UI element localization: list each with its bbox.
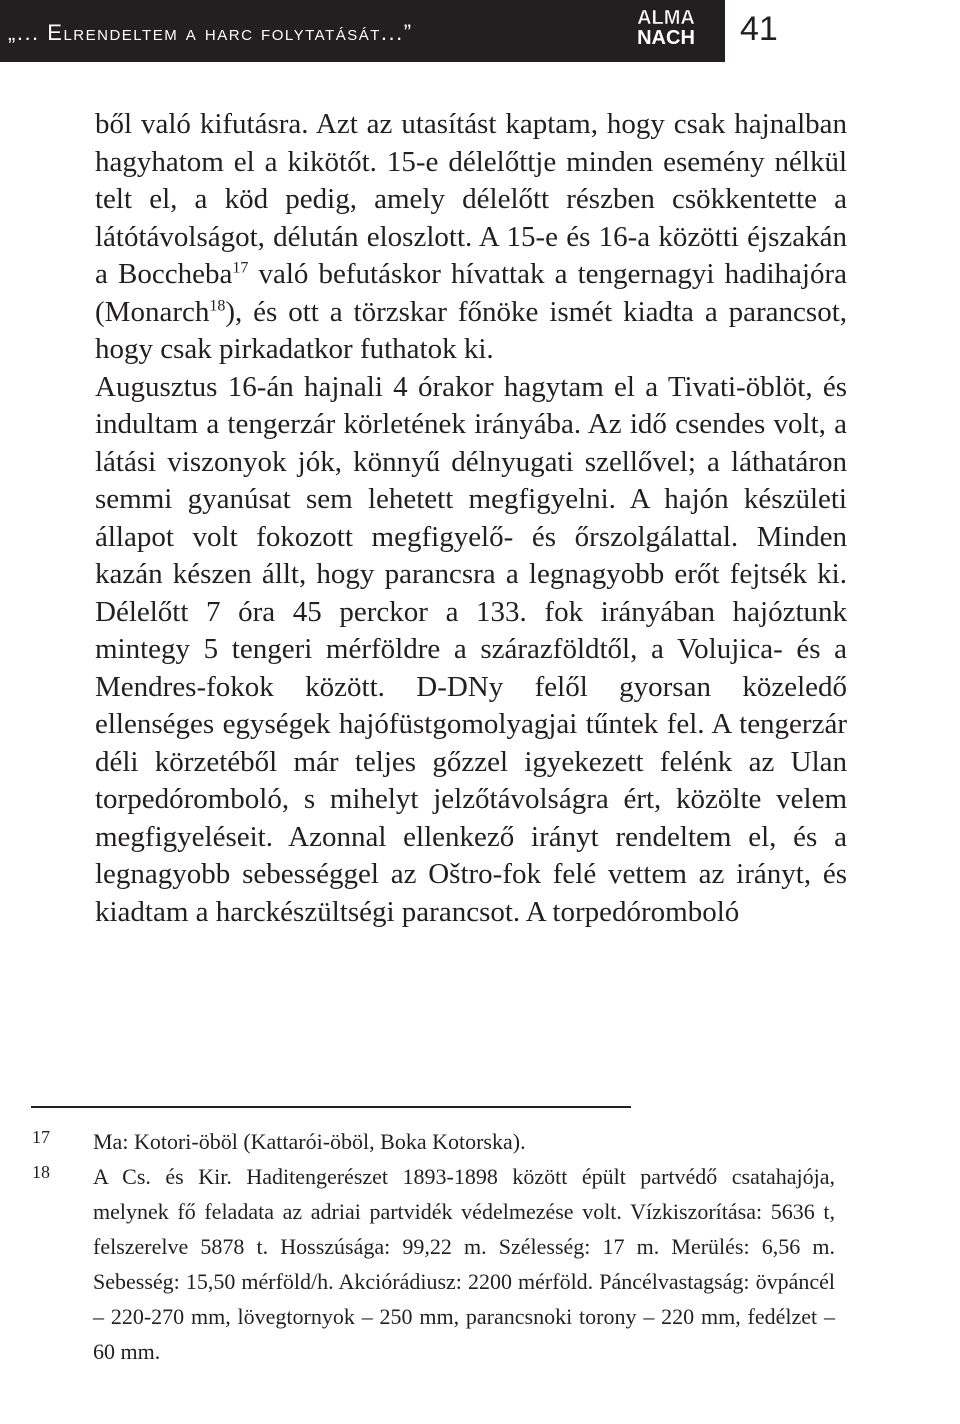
svg-text:ALMA: ALMA (637, 7, 695, 29)
paragraph-2: Augusztus 16-án hajnali 4 órakor hagytam el a Tivati-öblöt, és indultam a tengerzár körletének irányába. Az idő csendes volt, a látási viszonyok jók, könnyű délnyugati szellővel; a láthatáron semmi gyanúsat sem lehetett megfigyelni. A hajón készületi állapot volt fokozott megfigyelő- és őrszolgálattal. Minden kazán készen állt, hogy parancsra a legnagyobb erőt fejtsék ki. Délelőtt 7 óra 45 perckor a 133. fok irányában hajóztunk mintegy 5 tengeri mérföldre a szárazföldtől, a Volujica- és a Mendres-fokok között. D-DNy felől gyorsan közeledő ellenséges egységek hajófüstgomolyagjai tűntek fel. A tengerzár déli körzetéből már teljes gőzzel igyekezett felénk az Ulan torpedóromboló, s mihelyt jelzőtávolságra ért, közölte velem megfigyeléseit. Azonnal ellenkező irányt rendeltem el, és a legnagyobb sebességgel az Oštro-fok felé vettem az irányt, és kiadtam a harckészültségi parancsot. A torpedóromboló (95, 370, 847, 928)
footnote-17 (0, 1124, 835, 1159)
main-text (95, 106, 847, 931)
footnote-separator (31, 1106, 631, 1108)
svg-text:NACH: NACH (637, 27, 695, 49)
footnote-ref-18: 18 (209, 296, 226, 314)
alma-nach-logo (612, 0, 720, 50)
footnote-18 (0, 1159, 835, 1369)
footnote-marker: 18 (32, 1162, 50, 1182)
footnote-marker: 17 (32, 1127, 50, 1147)
paragraph-1 (95, 106, 847, 369)
footnotes (0, 1124, 960, 1369)
page-number: 41 (740, 10, 778, 48)
paragraph-1-text-b: való befutáskor hívattak a tengernagyi hadihajóra (Monarch (95, 258, 848, 328)
footnote-ref-17: 17 (232, 259, 249, 277)
paragraph-1-text-a: ből való kifutásra. Azt az utasítást kaptam, hogy csak hajnalban hagyhatom el a kikötőt. 15-e délelőttje minden esemény nélkül telt el, a köd pedig, amely délelőtt részben csökkentette a látótávolságot, délután eloszlott. A 15-e és 16-a közötti éjszakán a Boccheba (95, 108, 847, 290)
running-title: „... Elrendeltem a harc folytatását...” (8, 20, 413, 45)
footnote-text: Ma: Kotori-öböl (Kattarói-öböl, Boka Kotorska). (93, 1129, 526, 1154)
footnote-text: A Cs. és Kir. Haditengerészet 1893-1898 között épült partvédő csatahajója, melynek fő feladata az adriai partvidék védelmezése volt. Vízkiszorítása: 5636 t, felszerelve 5878 t. Hosszúsága: 99,22 m. Szélesség: 17 m. Merülés: 6,56 m. Sebesség: 15,50 mérföld/h. Akciórádiusz: 2200 mérföld. Páncélvastagság: övpáncél – 220-270 mm, lövegtornyok – 250 mm, parancsnoki torony – 220 mm, fedélzet – 60 mm. (93, 1164, 835, 1364)
paragraph-1-text-c: ), és ott a törzskar főnöke ismét kiadta a parancsot, hogy csak pirkadatkor futhatok ki. (95, 295, 847, 365)
